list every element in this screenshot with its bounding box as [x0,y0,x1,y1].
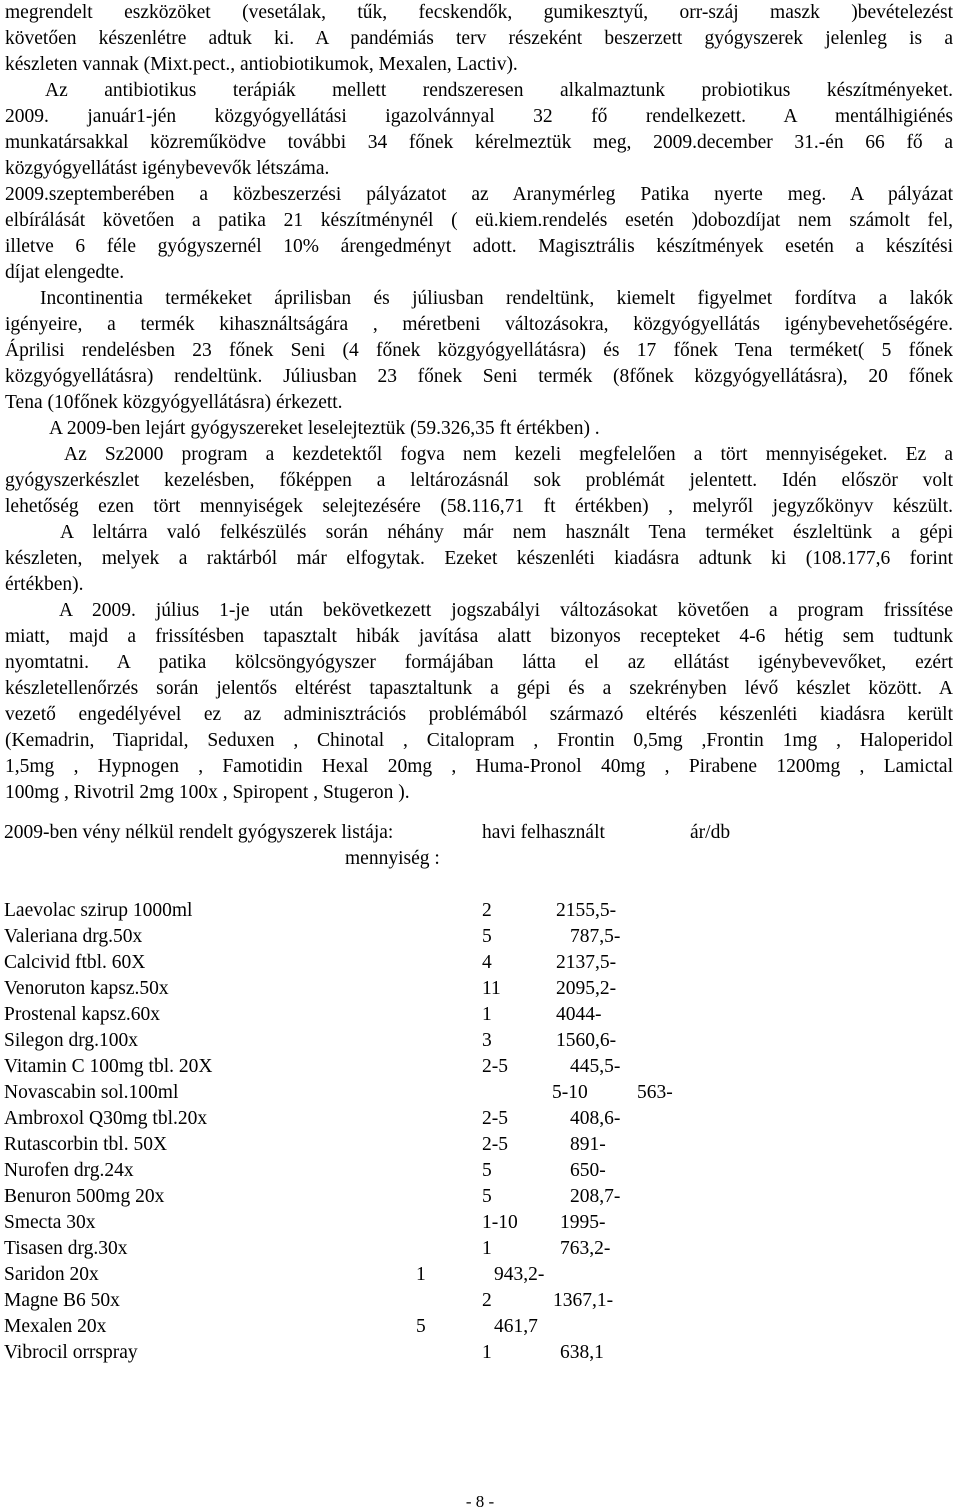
text-line: 100mg , Rivotril 2mg 100x , Spiropent , Stugeron ). [5,782,410,803]
text-line: értékben). [5,574,84,595]
text-line: nyomtatni. A patika kölcsöngyógyszer formájában látta el az ellátást igénybevevőket, ezért [5,652,953,673]
medication-name: Rutascorbin tbl. 50X [4,1134,168,1155]
medication-name: Magne B6 50x [4,1290,120,1311]
medication-price: 445,5- [570,1056,621,1077]
text-line: gyógyszerkészlet kezelésben, főképpen a leltározásnál sok problémát jelentett. Idén először volt [5,470,953,491]
text-line: 2009. január1-jén közgyógyellátási igazolvánnyal 32 fő rendelkezett. A mentálhigiénés [5,106,953,127]
text-line: Az antibiotikus terápiák mellett rendszeresen alkalmaztunk probiotikus készítményeket. [45,80,953,101]
medication-name: Venoruton kapsz.50x [4,978,169,999]
text-line: A 2009. július 1-je után bekövetkezett jogszabályi változásokat követően a program frissítése [59,600,953,621]
medication-price: 763,2- [560,1238,611,1259]
text-line: A 2009-ben lejárt gyógyszereket leselejteztük (59.326,35 ft értékben) . [49,418,600,439]
table-header-price: ár/db [690,822,731,843]
medication-quantity: 2 [482,900,492,921]
medication-quantity: 1 [482,1342,492,1363]
table-row [0,1262,960,1288]
table-row [0,1080,960,1106]
text-line: (Kemadrin, Tiapridal, Seduxen , Chinotal , Citalopram , Frontin 0,5mg ,Frontin 1mg , Haloperidol [5,730,953,751]
text-line: munkatársakkal közreműködve további 34 főnek kérelmeztük meg, 2009.december 31.-én 66 fő a [5,132,953,153]
medication-price: 638,1 [560,1342,604,1363]
medication-price: 891- [570,1134,606,1155]
table-row [0,924,960,950]
medication-price: 2155,5- [556,900,617,921]
text-line: közgyógyellátást igénybevevők létszáma. [5,158,330,179]
medication-price: 461,7 [494,1316,538,1337]
medication-name: Tisasen drg.30x [4,1238,128,1259]
table-row [0,898,960,924]
medication-price: 650- [570,1160,606,1181]
table-row [0,1340,960,1366]
table-row [0,1236,960,1262]
table-row [0,1132,960,1158]
medication-name: Nurofen drg.24x [4,1160,134,1181]
medication-quantity: 11 [482,978,501,999]
text-line: miatt, majd a frissítésben tapasztalt hibák javítása alatt bizonyos recepteket 4-6 hétig sem tudtunk [5,626,953,647]
medication-name: Laevolac szirup 1000ml [4,900,193,921]
text-line: készletellenőrzés során jelentős eltérést tapasztaltunk a gépi és a szekrényben lévő készlet között. A [5,678,953,699]
medication-price: 563- [637,1082,673,1103]
text-line: Áprilisi rendelésben 23 főnek Seni (4 főnek közgyógyellátásra) és 17 főnek Tena terméket( 5 főnek [5,340,953,361]
medication-quantity: 2 [482,1290,492,1311]
medication-quantity: 5 [482,926,492,947]
medication-name: Vitamin C 100mg tbl. 20X [4,1056,213,1077]
table-header-quantity: havi felhasznált [482,822,605,843]
medication-name: Ambroxol Q30mg tbl.20x [4,1108,208,1129]
table-row [0,1184,960,1210]
text-line: megrendelt eszközöket (vesetálak, tűk, fecskendők, gumikesztyű, orr-száj maszk )bevételezést [5,2,953,23]
medication-quantity: 4 [482,952,492,973]
table-row [0,1106,960,1132]
medication-name: Novascabin sol.100ml [4,1082,179,1103]
medication-quantity: 5 [416,1316,426,1337]
medication-price: 943,2- [494,1264,545,1285]
text-line: Incontinentia termékeket áprilisban és júliusban rendeltünk, kiemelt figyelmet fordítva a lakók [40,288,953,309]
medication-price: 1367,1- [553,1290,614,1311]
medication-price: 1560,6- [556,1030,617,1051]
text-line: vezető engedélyével ez az adminisztrációs problémából származó eltérés készenléti kiadásra került [5,704,953,725]
medication-name: Benuron 500mg 20x [4,1186,165,1207]
medication-price: 787,5- [570,926,621,947]
text-line: Tena (10főnek közgyógyellátásra) érkezett. [5,392,343,413]
medication-name: Saridon 20x [4,1264,99,1285]
medication-price: 2137,5- [556,952,617,973]
table-row [0,1028,960,1054]
table-row [0,1288,960,1314]
text-line: közgyógyellátásra) rendeltünk. Júliusban 23 főnek Seni termék (8főnek közgyógyellátásra), 20 főnek [5,366,953,387]
medication-price: 1995- [560,1212,606,1233]
table-row [0,1002,960,1028]
medication-name: Mexalen 20x [4,1316,107,1337]
table-header-title-cont: mennyiség : [345,848,440,869]
medication-price: 4044- [556,1004,602,1025]
text-line: lehetőség ezen tört mennyiségek selejtezésére (58.116,71 ft értékben) , melyről jegyzőkönyv készült. [5,496,953,517]
medication-quantity: 2-5 [482,1108,508,1129]
medication-quantity: 1 [482,1004,492,1025]
medication-name: Valeriana drg.50x [4,926,143,947]
medication-quantity: 1 [482,1238,492,1259]
medication-quantity: 2-5 [482,1134,508,1155]
text-line: díjat elengedte. [5,262,125,283]
medication-quantity: 1-10 [482,1212,518,1233]
medication-name: Smecta 30x [4,1212,96,1233]
table-row [0,1054,960,1080]
table-row [0,1158,960,1184]
text-line: készleten, melyek a raktárból már elfogytak. Ezeket készenléti kiadásra adtunk ki (108.177,6 forint [5,548,953,569]
table-header-title: 2009-ben vény nélkül rendelt gyógyszerek listája: [4,822,394,843]
text-line: 1,5mg , Hypnogen , Famotidin Hexal 20mg , Huma-Pronol 40mg , Pirabene 1200mg , Lamictal [5,756,953,777]
medication-quantity: 5 [482,1186,492,1207]
medication-quantity: 2-5 [482,1056,508,1077]
text-line: 2009.szeptemberében a közbeszerzési pályázatot az Aranymérleg Patika nyerte meg. A pályázat [5,184,953,205]
medication-name: Prostenal kapsz.60x [4,1004,160,1025]
page-number: - 8 - [465,1492,495,1511]
table-row [0,1314,960,1340]
medication-quantity: 5 [482,1160,492,1181]
medication-quantity: 5-10 [552,1082,588,1103]
medication-name: Vibrocil orrspray [4,1342,138,1363]
text-line: követően készenlétre adtuk ki. A pandémiás terv részeként beszerzett gyógyszerek jelenleg is a [5,28,953,49]
medication-price: 208,7- [570,1186,621,1207]
medication-price: 408,6- [570,1108,621,1129]
text-line: A leltárra való felkészülés során néhány már nem használt Tena terméket észleltünk a gépi [60,522,953,543]
medication-price: 2095,2- [556,978,617,999]
table-row [0,1210,960,1236]
table-row [0,950,960,976]
text-line: elbírálását követően a patika 21 készítménynél ( eü.kiem.rendelés esetén )dobozdíjat nem számolt fel, [5,210,953,231]
text-line: Az Sz2000 program a kezdetektől fogva nem kezeli megfelelően a tört mennyiségeket. Ez a [64,444,953,465]
medication-quantity: 1 [416,1264,426,1285]
medication-name: Calcivid ftbl. 60X [4,952,146,973]
medication-quantity: 3 [482,1030,492,1051]
medication-name: Silegon drg.100x [4,1030,138,1051]
text-line: illetve 6 féle gyógyszernél 10% árengedményt adott. Magisztrális készítmények esetén a készítési [5,236,953,257]
table-row [0,976,960,1002]
text-line: készleten vannak (Mixt.pect., antiobiotikumok, Mexalen, Lactiv). [5,54,518,75]
text-line: igényeire, a termék kihasználtságára , méretbeni változásokra, közgyógyellátás igénybevehetőségére. [5,314,953,335]
